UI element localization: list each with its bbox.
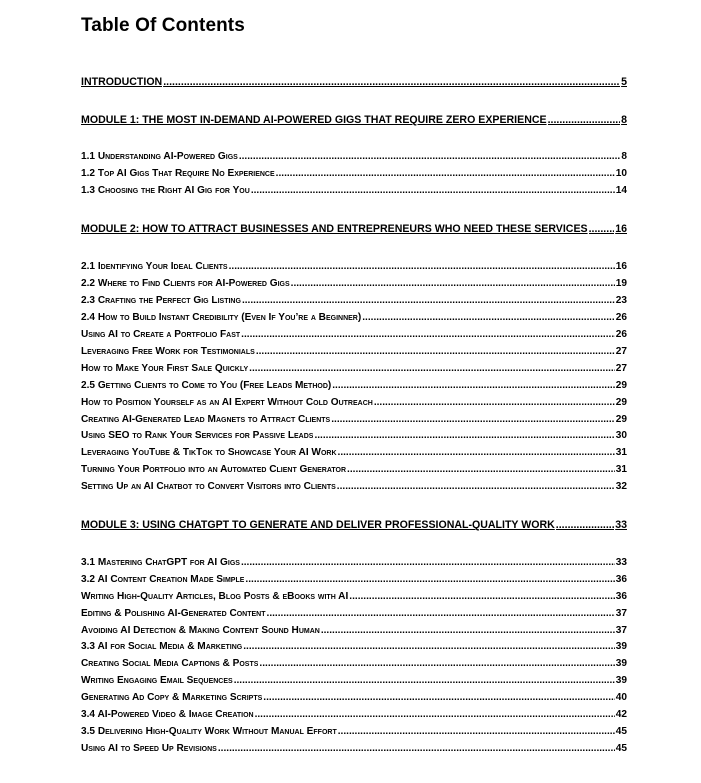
toc-entry-label: Using AI to Create a Portfolio Fast [81, 329, 241, 340]
toc-entry[interactable] [81, 557, 627, 568]
toc-dot-leader [256, 346, 615, 357]
toc-entry-label: INTRODUCTION [81, 76, 163, 88]
toc-heading-entry[interactable] [81, 114, 627, 126]
toc-entry[interactable] [81, 430, 627, 441]
toc-page-number: 36 [615, 591, 627, 602]
toc-entry-label: 1.2 Top AI Gigs That Require No Experience [81, 168, 275, 179]
toc-dot-leader [276, 168, 615, 179]
toc-entry-label: Using SEO to Rank Your Services for Passive Leads [81, 430, 314, 441]
toc-entry[interactable] [81, 625, 627, 636]
toc-dot-leader [229, 261, 615, 272]
toc-entry-label: 3.4 AI-Powered Video & Image Creation [81, 709, 254, 720]
toc-entry[interactable] [81, 709, 627, 720]
toc-page-number: 33 [615, 519, 627, 531]
toc-entry[interactable] [81, 346, 627, 357]
toc-dot-leader [241, 329, 615, 340]
toc-entry-label: Leveraging Free Work for Testimonials [81, 346, 255, 357]
toc-entry-label: MODULE 3: USING CHATGPT TO GENERATE AND DELIVER PROFESSIONAL-QUALITY WORK [81, 519, 555, 531]
toc-entry-label: Generating Ad Copy & Marketing Scripts [81, 692, 263, 703]
toc-entry[interactable] [81, 675, 627, 686]
toc-dot-leader [263, 692, 614, 703]
toc-dot-leader [548, 114, 621, 126]
toc-entry[interactable] [81, 278, 627, 289]
toc-entry-label: 1.3 Choosing the Right AI Gig for You [81, 185, 250, 196]
toc-dot-leader [243, 641, 615, 652]
toc-page-number: 45 [615, 726, 627, 737]
toc-page-number: 31 [615, 464, 627, 475]
toc-entry-label: How to Position Yourself as an AI Expert Without Cold Outreach [81, 397, 373, 408]
toc-entry[interactable] [81, 380, 627, 391]
toc-entry-label: Turning Your Portfolio into an Automated Client Generator [81, 464, 347, 475]
toc-dot-leader [255, 709, 615, 720]
toc-page-number: 19 [615, 278, 627, 289]
toc-entry[interactable] [81, 574, 627, 585]
toc-entry-label: Writing High-Quality Articles, Blog Posts & eBooks with AI [81, 591, 349, 602]
toc-page-number: 31 [615, 447, 627, 458]
toc-dot-leader [362, 312, 615, 323]
toc-dot-leader [163, 76, 620, 88]
toc-page-number: 29 [615, 380, 627, 391]
toc-entry[interactable] [81, 608, 627, 619]
toc-dot-leader [321, 625, 615, 636]
toc-dot-leader [249, 363, 615, 374]
toc-page-number: 36 [615, 574, 627, 585]
toc-dot-leader [347, 464, 615, 475]
toc-entry[interactable] [81, 363, 627, 374]
toc-entry[interactable] [81, 447, 627, 458]
toc-entry-label: How to Make Your First Sale Quickly [81, 363, 249, 374]
toc-entry[interactable] [81, 397, 627, 408]
toc-dot-leader [338, 726, 615, 737]
toc-entry[interactable] [81, 641, 627, 652]
toc-entry[interactable] [81, 295, 627, 306]
toc-entry-label: 2.2 Where to Find Clients for AI-Powered Gigs [81, 278, 290, 289]
toc-entry[interactable] [81, 312, 627, 323]
toc-entry[interactable] [81, 658, 627, 669]
toc-entry[interactable] [81, 329, 627, 340]
toc-dot-leader [241, 557, 615, 568]
toc-dot-leader [251, 185, 615, 196]
toc-entry[interactable] [81, 743, 627, 754]
toc-dot-leader [331, 414, 615, 425]
toc-page-number: 29 [615, 397, 627, 408]
toc-dot-leader [239, 151, 621, 162]
toc-page-number: 8 [621, 151, 627, 162]
toc-page-number: 37 [615, 625, 627, 636]
toc-dot-leader [234, 675, 615, 686]
toc-dot-leader [589, 223, 615, 235]
toc-entry-label: 2.3 Crafting the Perfect Gig Listing [81, 295, 241, 306]
toc-page-number: 39 [615, 675, 627, 686]
toc-page-number: 30 [615, 430, 627, 441]
toc-page-number: 27 [615, 363, 627, 374]
toc-entry[interactable] [81, 185, 627, 196]
toc-entry[interactable] [81, 591, 627, 602]
toc-page-number: 42 [615, 709, 627, 720]
toc-dot-leader [332, 380, 615, 391]
toc-page-number: 40 [615, 692, 627, 703]
toc-dot-leader [267, 608, 615, 619]
toc-entry-label: 2.1 Identifying Your Ideal Clients [81, 261, 228, 272]
toc-page-number: 45 [615, 743, 627, 754]
toc-entry[interactable] [81, 151, 627, 162]
toc-dot-leader [291, 278, 615, 289]
toc-page-number: 16 [615, 223, 627, 235]
toc-heading-entry[interactable] [81, 519, 627, 531]
toc-dot-leader [259, 658, 614, 669]
page-title: Table Of Contents [81, 15, 245, 36]
toc-page-number: 39 [615, 641, 627, 652]
toc-page-number: 26 [615, 312, 627, 323]
toc-entry-label: Writing Engaging Email Sequences [81, 675, 233, 686]
toc-page-number: 10 [615, 168, 627, 179]
toc-entry-label: MODULE 2: HOW TO ATTRACT BUSINESSES AND ENTREPRENEURS WHO NEED THESE SERVICES [81, 223, 588, 235]
toc-dot-leader [349, 591, 614, 602]
toc-entry-label: Using AI to Speed Up Revisions [81, 743, 217, 754]
toc-heading-entry[interactable] [81, 223, 627, 235]
toc-dot-leader [245, 574, 614, 585]
toc-page-number: 32 [615, 481, 627, 492]
toc-page-number: 14 [615, 185, 627, 196]
toc-entry[interactable] [81, 464, 627, 475]
toc-entry-label: Avoiding AI Detection & Making Content Sound Human [81, 625, 320, 636]
toc-page-number: 26 [615, 329, 627, 340]
toc-page-number: 39 [615, 658, 627, 669]
toc-page-number: 23 [615, 295, 627, 306]
toc-entry[interactable] [81, 481, 627, 492]
toc-dot-leader [242, 295, 615, 306]
toc-page-number: 33 [615, 557, 627, 568]
toc-entry[interactable] [81, 726, 627, 737]
toc-entry-label: Editing & Polishing AI-Generated Content [81, 608, 266, 619]
toc-page-number: 27 [615, 346, 627, 357]
toc-dot-leader [374, 397, 615, 408]
toc-dot-leader [218, 743, 615, 754]
toc-entry-label: Creating Social Media Captions & Posts [81, 658, 259, 669]
toc-entry-label: 3.5 Delivering High-Quality Work Without Manual Effort [81, 726, 337, 737]
toc-dot-leader [338, 447, 615, 458]
toc-entry-label: 3.3 AI for Social Media & Marketing [81, 641, 243, 652]
toc-page-number: 16 [615, 261, 627, 272]
toc-entry-label: MODULE 1: THE MOST IN-DEMAND AI-POWERED GIGS THAT REQUIRE ZERO EXPERIENCE [81, 114, 547, 126]
toc-entry-label: 3.1 Mastering ChatGPT for AI Gigs [81, 557, 240, 568]
toc-dot-leader [337, 481, 615, 492]
toc-entry-label: 3.2 AI Content Creation Made Simple [81, 574, 245, 585]
toc-page-number: 29 [615, 414, 627, 425]
toc-page-number: 37 [615, 608, 627, 619]
toc-entry-label: 2.4 How to Build Instant Credibility (Even If You’re a Beginner) [81, 312, 362, 323]
toc-entry[interactable] [81, 261, 627, 272]
toc-entry-label: 1.1 Understanding AI-Powered Gigs [81, 151, 238, 162]
toc-entry[interactable] [81, 692, 627, 703]
toc-heading-entry[interactable] [81, 76, 627, 88]
toc-entry[interactable] [81, 168, 627, 179]
toc-page-number: 5 [621, 76, 627, 88]
toc-entry[interactable] [81, 414, 627, 425]
toc-page-number: 8 [621, 114, 627, 126]
toc-entry-label: Creating AI-Generated Lead Magnets to Attract Clients [81, 414, 331, 425]
toc-entry-label: Setting Up an AI Chatbot to Convert Visitors into Clients [81, 481, 336, 492]
toc-dot-leader [314, 430, 614, 441]
toc-entry-label: Leveraging YouTube & TikTok to Showcase Your AI Work [81, 447, 337, 458]
toc-entry-label: 2.5 Getting Clients to Come to You (Free Leads Method) [81, 380, 332, 391]
toc-dot-leader [556, 519, 614, 531]
